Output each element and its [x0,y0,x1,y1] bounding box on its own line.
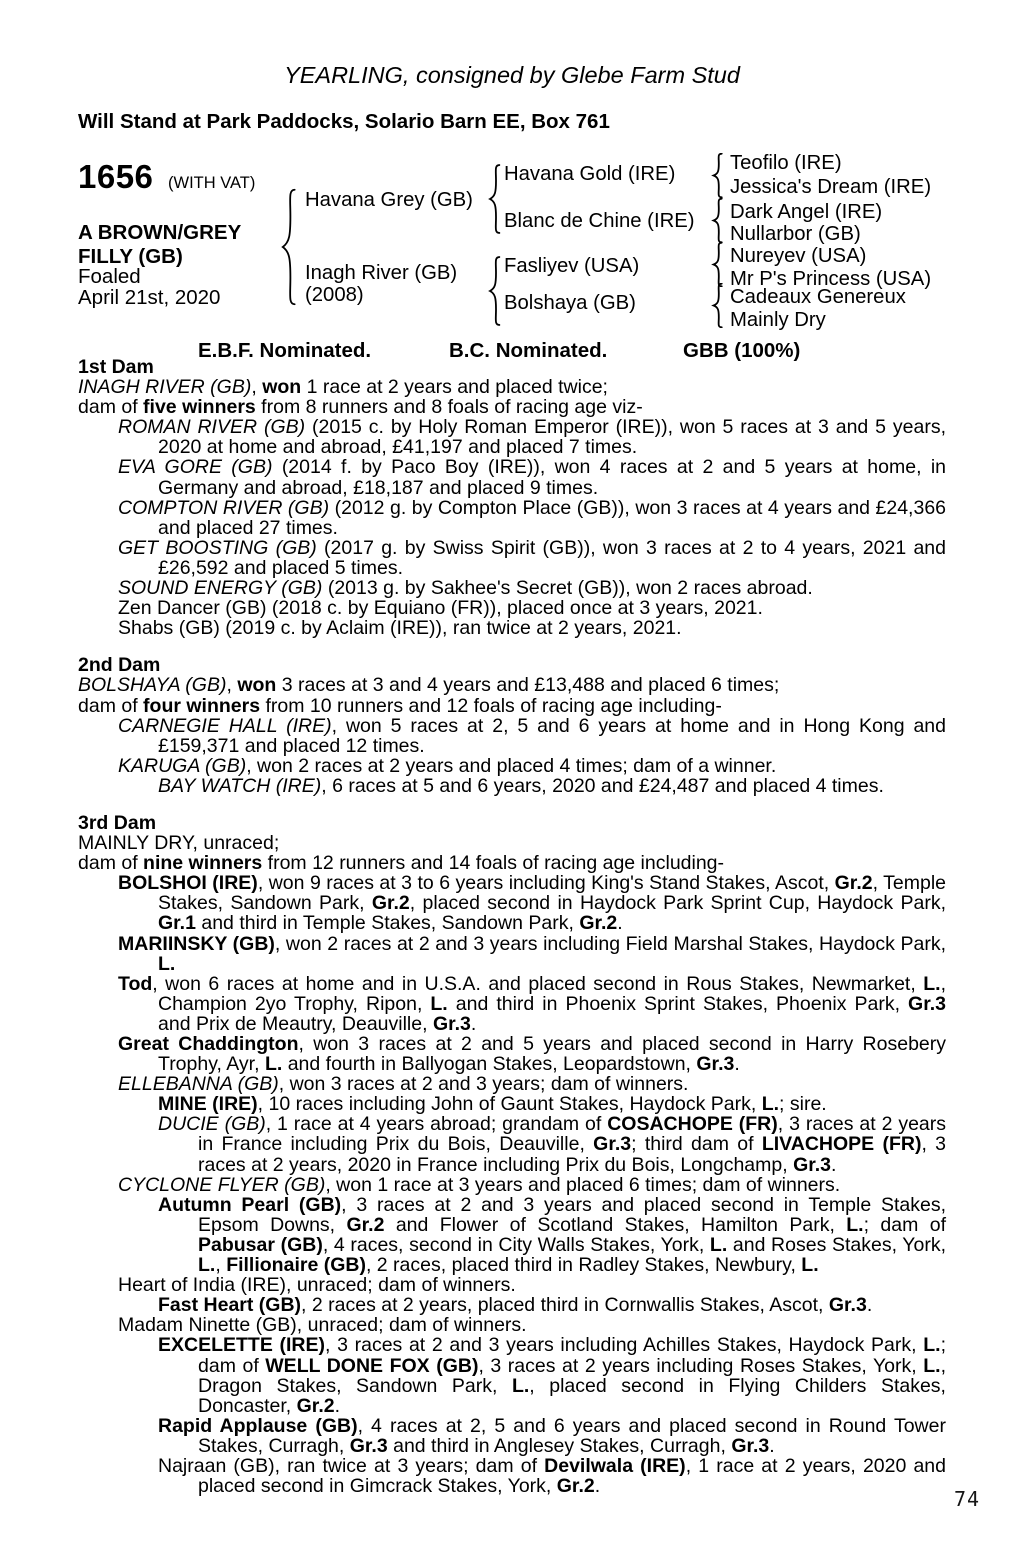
text-run: CYCLONE FLYER (GB) [118,1173,326,1196]
text-run: , 3 races at 2 years, 2020 in France including Prix du Bois, Longchamp, [198,1133,946,1176]
pedigree-gen2-name: Bolshaya (GB) [504,292,636,314]
pedigree-text-paragraph [78,1074,946,1094]
pedigree-text-paragraph [78,1456,946,1496]
text-run: Shabs (GB) (2019 c. by Aclaim (IRE)), ran twice at 2 years, 2021. [118,617,682,640]
text-run: Devilwala (IRE) [544,1454,686,1477]
text-run: EXCELETTE (IRE) [158,1334,326,1357]
text-run: Gr.3 [793,1153,832,1176]
text-run: Rapid Applause (GB) [158,1414,358,1437]
text-run: , placed second in Haydock Park Sprint Cup, Haydock Park, [409,892,946,915]
text-run: from 12 runners and 14 foals of racing age including- [262,852,725,875]
pedigree-text-paragraph [78,397,946,417]
text-run: , won 3 races at 2 and 3 years; dam of winners. [278,1073,689,1096]
text-run: L. [923,1354,941,1377]
text-run: LIVACHOPE (FR) [761,1133,922,1156]
text-run: Gr.3 [593,1133,632,1156]
text-run: L. [923,972,941,995]
pedigree-brace [711,283,724,328]
text-run: and Roses Stakes, York, [727,1233,947,1256]
pedigree-text-paragraph [78,1416,946,1456]
pedigree-gen3-name: Teofilo (IRE) [730,152,842,174]
text-run: Gr.3 [731,1434,770,1457]
text-run: nine winners [143,852,263,875]
dam-heading: 1st Dam [78,356,154,378]
pedigree-text-paragraph [78,833,946,853]
text-run: Pabusar (GB) [198,1233,323,1256]
pedigree-text-paragraph [78,716,946,756]
text-run: , 6 races at 5 and 6 years, 2020 and £24,487 and placed 4 times. [321,774,884,797]
pedigree-text-paragraph [78,776,946,796]
pedigree-gen2-name: Havana Gold (IRE) [504,163,676,185]
text-run: , [226,674,238,697]
pedigree-gen3-name: Mainly Dry [730,309,826,331]
text-run: and Prix de Meautry, Deauville, [158,1012,433,1035]
text-run: , 3 races at 2 years in France including Prix du Bois, Deauville, [198,1113,947,1156]
page-title: YEARLING, consigned by Glebe Farm Stud [284,62,740,88]
pedigree-text-paragraph [78,934,946,974]
text-run: and third in Phoenix Sprint Stakes, Phoenix Park, [447,992,909,1015]
pedigree-text-paragraph [78,974,946,1034]
text-run: ROMAN RIVER (GB) [118,416,306,439]
foaled-label: Foaled [78,265,141,288]
text-run: , won 2 races at 2 years and placed 4 times; dam of a winner. [246,754,777,777]
dam-heading: 3rd Dam [78,811,157,834]
text-run: 1 race at 2 years and placed twice; [301,376,608,399]
text-run: , won 6 races at home and in U.S.A. and placed second in Rous Stakes, Newmarket, [152,972,924,995]
pedigree-text-paragraph [78,1114,946,1174]
text-run: Gr.3 [696,1053,735,1076]
pedigree-gen3-name: Mr P's Princess (USA) [730,268,932,290]
text-run: , [215,1254,227,1277]
text-run: Gr.1 [158,912,196,935]
pedigree-text-paragraph [78,1195,946,1275]
pedigree-text-paragraph [78,377,946,397]
text-run: COMPTON RIVER (GB) [118,496,330,519]
text-run: COSACHOPE (FR) [607,1113,778,1136]
text-run: dam of [78,694,144,717]
pedigree-gen3-name: Nureyev (USA) [730,245,867,267]
text-run: won [262,376,302,399]
dam-heading: 2nd Dam [78,654,161,677]
text-run: , won 1 race at 3 years and placed 6 times; dam of winners. [325,1173,841,1196]
pedigree-text-paragraph [78,618,946,638]
text-run: four winners [143,694,261,717]
gbb-status: GBB (100%) [683,339,801,362]
pedigree-gen3-name: Nullarbor (GB) [730,223,861,245]
pedigree-text-paragraph [78,1335,946,1415]
text-run: , won 9 races at 3 to 6 years including King's Stand Stakes, Ascot, [257,872,835,895]
text-run: MAINLY DRY, unraced; [78,832,280,855]
pedigree-gen2-name: Blanc de Chine (IRE) [504,210,695,232]
sire-name: Havana Grey (GB) [305,189,473,211]
text-run: , placed second in Flying Childers Stakes, Doncaster, [198,1374,946,1417]
text-run: , 10 races including John of Gaunt Stakes, Haydock Park, [257,1093,762,1116]
text-run: Gr.2 [371,892,410,915]
pedigree-brace [711,198,724,243]
text-run: Gr.2 [296,1394,335,1417]
dam-section [78,813,946,1496]
stand-location: Will Stand at Park Paddocks, Solario Barn EE, Box 761 [78,110,610,133]
text-run: Fillionaire (GB) [226,1254,366,1277]
text-run: Gr.2 [346,1213,385,1236]
text-run: L. [709,1233,728,1256]
pedigree-brace [487,164,502,234]
text-run: Gr.2 [834,872,873,895]
pedigree-text-paragraph [78,696,946,716]
pedigree-text-paragraph [78,538,946,578]
text-run: Great Chaddington [118,1033,299,1055]
text-run: , won 5 races at 2, 5 and 6 years at home and in Hong Kong and £159,371 and placed 12 times. [158,714,946,757]
text-run: (2017 g. by Swiss Spirit (GB)), won 3 races at 2 to 4 years, 2021 and £26,592 and placed 5 times. [158,536,946,579]
text-run: Fast Heart (GB) [158,1294,302,1317]
pedigree-text-paragraph [78,598,946,618]
text-run: , 3 races at 2 and 3 years including Achilles Stakes, Haydock Park, [325,1334,924,1357]
pedigree-text-paragraph [78,873,946,933]
text-run: EVA GORE (GB) [118,456,273,479]
filly-description-line1: A BROWN/GREY [78,221,242,244]
text-run: Gr.3 [908,992,946,1015]
text-run: L. [430,992,448,1015]
text-run: Tod [118,972,153,995]
text-run: , 3 races at 2 and 3 years and placed second in Temple Stakes, Epsom Downs, [198,1193,946,1236]
text-run: BOLSHOI (IRE) [118,872,258,895]
text-run: , 2 races, placed third in Radley Stakes, Newbury, [365,1254,802,1277]
text-run: Autumn Pearl (GB) [158,1193,342,1216]
text-run: (2013 g. by Sakhee's Secret (GB)), won 2 races abroad. [322,577,813,600]
text-run: GET BOOSTING (GB) [118,536,317,559]
pedigree-text-paragraph [78,1315,946,1335]
text-run: L. [511,1374,530,1397]
text-run: BOLSHAYA (GB) [78,674,227,697]
text-run: ELLEBANNA (GB) [118,1073,279,1096]
text-run: . [594,1475,601,1498]
text-run: . [831,1153,837,1176]
text-run: L. [801,1254,819,1277]
foaled-block [78,266,220,308]
text-run: and Flower of Scotland Stakes, Hamilton Park, [384,1213,847,1236]
text-run: ; third dam of [631,1133,762,1156]
dam-section [78,655,946,796]
pedigree-text-paragraph [78,675,946,695]
text-run: , 1 race at 4 years abroad; grandam of [265,1113,608,1136]
lot-number: 1656 [78,158,154,195]
text-run: Najraan (GB), ran twice at 3 years; dam of [158,1454,545,1477]
pedigree-brace [487,256,502,326]
pedigree-text-paragraph [78,1175,946,1195]
text-run: L. [846,1213,864,1236]
pedigree-text-paragraph [78,498,946,538]
page-number: 74 [954,1487,981,1511]
filly-description-line2: FILLY (GB) [78,245,183,268]
text-run: (2014 f. by Paco Boy (IRE)), won 4 races at 2 and 5 years at home, in Germany and abroad, £18,187 and placed 9 times. [158,456,947,499]
text-run: dam of [78,396,144,419]
dam-year: (2008) [305,284,364,306]
text-run: KARUGA (GB) [118,754,247,777]
pedigree-brace [711,153,724,198]
text-run: , 4 races at 2, 5 and 6 years and placed second in Round Tower Stakes, Curragh, [198,1414,946,1457]
dam-section [78,357,946,638]
pedigree-text-paragraph [78,1094,946,1114]
text-run: from 8 runners and 8 foals of racing age viz- [255,396,643,419]
vat-note: (WITH VAT) [168,174,256,192]
pedigree-text-paragraph [78,1034,946,1074]
text-run: 3 races at 3 and 4 years and £13,488 and placed 6 times; [276,674,780,697]
text-run: L. [264,1053,283,1076]
text-run: L. [761,1093,780,1116]
pedigree-gen2-name: Fasliyev (USA) [504,255,640,277]
text-run: . [866,1294,873,1317]
text-run: Heart of India (IRE), unraced; dam of winners. [118,1274,516,1297]
dam-sections [78,357,946,1496]
text-run: , [251,376,263,399]
text-run: , won 3 races at 2 and 5 years and placed second in Harry Rosebery Trophy, Ayr, [158,1033,946,1076]
text-run: BAY WATCH (IRE) [158,774,322,797]
text-run: Zen Dancer (GB) (2018 c. by Equiano (FR)), placed once at 3 years, 2021. [118,597,763,620]
bc-nominated: B.C. Nominated. [449,339,608,362]
pedigree-gen3-name: Jessica's Dream (IRE) [730,176,932,198]
pedigree-brace [711,242,724,287]
ebf-nominated: E.B.F. Nominated. [198,339,372,362]
text-run: , 2 races at 2 years, placed third in Cornwallis Stakes, Ascot, [301,1294,829,1317]
text-run: . [470,1012,477,1035]
text-run: (2015 c. by Holy Roman Emperor (IRE)), won 5 races at 3 and 5 years, 2020 at home and abroad, £41,197 and placed 7 times. [158,416,946,459]
text-run: Gr.3 [828,1294,867,1317]
text-run: won [237,674,277,697]
text-run: dam of [78,852,144,875]
text-run: from 10 runners and 12 foals of racing age including- [260,694,722,717]
text-run: INAGH RIVER (GB) [78,376,252,399]
text-run: (2012 g. by Compton Place (GB)), won 3 races at 4 years and £24,366 and placed 27 times. [158,496,947,539]
text-run: , Dragon Stakes, Sandown Park, [198,1354,946,1397]
text-run: and third in Temple Stakes, Sandown Park, [195,912,580,935]
text-run: Gr.3 [349,1434,388,1457]
text-run: Gr.3 [432,1012,471,1035]
text-run: , Temple Stakes, Sandown Park, [158,872,946,915]
text-run: ; dam of [198,1334,946,1377]
foaled-date: April 21st, 2020 [78,286,221,309]
text-run: five winners [143,396,256,419]
text-run: DUCIE (GB) [158,1113,266,1136]
text-run: CARNEGIE HALL (IRE) [118,714,332,737]
text-run: MARIINSKY (GB) [118,932,275,955]
text-run: . [734,1053,740,1076]
pedigree-text-paragraph [78,457,946,497]
text-run: SOUND ENERGY (GB) [118,577,323,600]
text-run: . [334,1394,341,1417]
pedigree-text-paragraph [78,853,946,873]
text-run: ; dam of [863,1213,946,1236]
text-run: , won 2 races at 2 and 3 years including Field Marshal Stakes, Haydock Park, [274,932,946,955]
text-run: ; sire. [779,1093,827,1116]
pedigree-text-paragraph [78,1295,946,1315]
text-run: , 1 race at 2 years, 2020 and placed second in Gimcrack Stakes, York, [198,1454,946,1498]
text-run: L. [198,1254,216,1277]
pedigree-gen3-name: Cadeaux Genereux [730,286,906,308]
text-run: , Champion 2yo Trophy, Ripon, [158,972,946,1015]
text-run: . [617,912,623,935]
text-run: L. [158,952,176,975]
text-run: and fourth in Ballyogan Stakes, Leopardstown, [282,1053,697,1076]
text-run: Madam Ninette (GB), unraced; dam of winners. [118,1314,527,1337]
pedigree-text-paragraph [78,756,946,776]
pedigree-gen3-name: Dark Angel (IRE) [730,201,883,223]
filly-description [78,221,241,269]
dam-name: Inagh River (GB) [305,262,458,284]
text-run: , 3 races at 2 years including Roses Stakes, York, [478,1354,924,1377]
text-run: L. [923,1334,941,1357]
pedigree-text-paragraph [78,578,946,598]
text-run: Gr.2 [579,912,618,935]
pedigree-text-paragraph [78,417,946,457]
text-run: and third in Anglesey Stakes, Curragh, [387,1434,732,1457]
text-run: Gr.2 [556,1475,595,1498]
text-run: MINE (IRE) [158,1093,258,1116]
pedigree-text-paragraph [78,1275,946,1295]
pedigree-brace [279,188,298,306]
text-run: . [769,1434,775,1457]
text-run: , 4 races, second in City Walls Stakes, York, [322,1233,710,1256]
text-run: WELL DONE FOX (GB) [265,1354,479,1377]
